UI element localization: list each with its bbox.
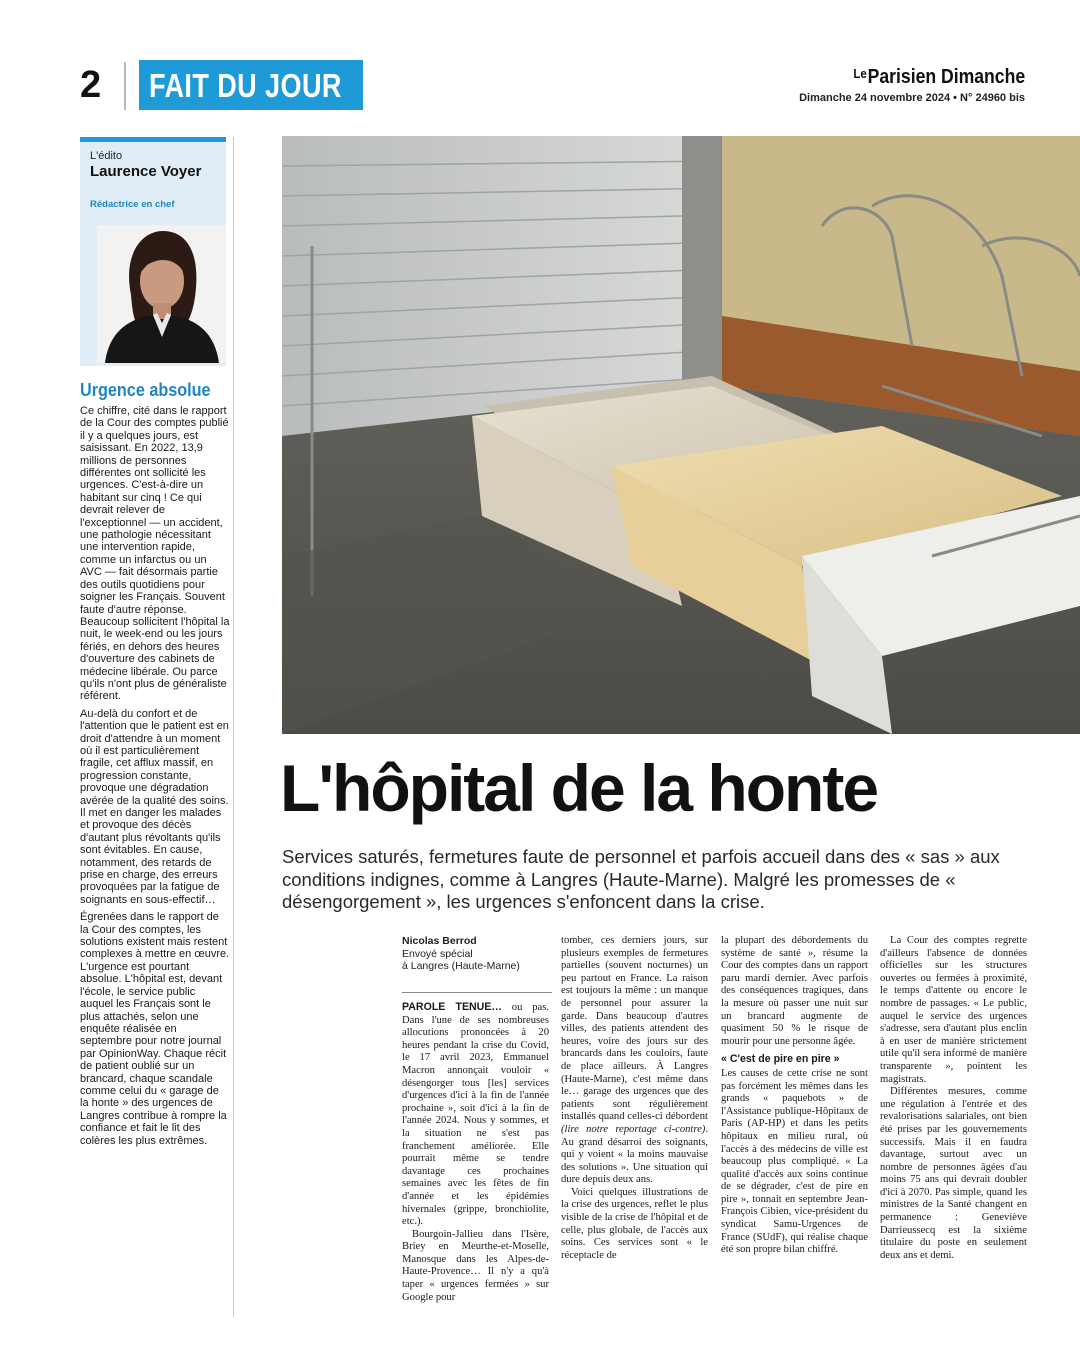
- byline-location: à Langres (Haute-Marne): [402, 960, 520, 972]
- issue-date: Dimanche 24 novembre 2024 • N° 24960 bis: [799, 92, 1025, 104]
- edito-author: Laurence Voyer: [90, 163, 202, 180]
- header-divider: [124, 62, 126, 110]
- rubric-banner: [139, 60, 363, 110]
- article-deck: Services saturés, fermetures faute de personnel et parfois accueil dans des « sas » aux conditions indignes, comme à Langres (Haute-Marne). Malgré les promesses de « désengorgement », les urgences s'enfoncent dans la crise.: [282, 846, 1000, 912]
- paragraph-text: ou pas. Dans l'une de ses nombreuses allocutions prononcées à 20 heures pendant la crise du Covid, le 17 avril 2023, Emmanuel Macron annonçait vouloir « désengorger tous [les] services d'urgences d'ici à la fin de l'année prochaine », soit d'ici à la fin de l'année 2024. Nous y sommes, et la situation ne s'est pas franchement améliorée. Elle pourrait même se tendre davantage ces prochaines semaines avec les fêtes de fin d'année et les épidémies hivernales (grippe, bronchiolite, etc.).: [402, 1002, 549, 1228]
- article-paragraph: [561, 935, 708, 1187]
- edito-body: [80, 405, 230, 1152]
- article-paragraph: Voici quelques illustrations de la crise des urgences, reflet le plus visible de la crise de l'hôpital et de celle, plus globale, de l'accès aux soins. Ces services sont « le réceptacle de: [561, 1186, 708, 1261]
- edito-paragraph: Au-delà du confort et de l'attention que le patient est en droit d'attendre à un moment où il est particulièrement fragile, cet afflux massif, en progression constante, provoque une dégradation avérée de la qualité des soins. Il met en danger les malades et provoque des décès d'autant plus révoltants qu'ils sont évitables. En cause, notamment, des retards de prise en charge, des erreurs provoquées par la fatigue de soignants en sous-effectif…: [80, 707, 229, 906]
- edito-title: Urgence absolue: [80, 380, 211, 400]
- edito-paragraph: Égrenées dans le rapport de la Cour des comptes, les solutions existent mais restent complexes à mettre en œuvre. L'urgence est pourtant absolue. L'hôpital est, devant l'école, le service public auquel les Français sont le plus attachés, selon une enquête réalisée en septembre pour notre journal par OpinionWay. Chaque récit de patient oublié sur un brancard, chaque scandale comme celui du « garage de la honte » des urgences de Langres contribue à rompre la confiance et fait le lit des colères les plus extrêmes.: [80, 911, 230, 1147]
- article-column-1: [402, 1001, 549, 1304]
- portrait-photo: [97, 225, 226, 363]
- page-number: 2: [80, 64, 102, 106]
- article-paragraph: la plupart des débordements du système de santé », résume la Cour des comptes dans un rapport paru mardi dernier. Avec parfois des conséquences tragiques, dans la mesure où passer une nuit sur un brancard augmente de quasiment 50 % le risque de mourir pour une personne âgée.: [721, 935, 868, 1047]
- article-subhead: « C'est de pire en pire »: [721, 1053, 840, 1066]
- column-divider: [233, 137, 234, 1317]
- article-paragraph: Les causes de cette crise ne sont pas forcément les mêmes dans les grands « paquebots » de l'Assistance publique-Hôpitaux de Paris (AP-HP) et dans les petits hôpitaux en milieu rural, où l'accès à des médecins de ville est beaucoup plus compliqué. « La qualité d'accès aux soins continue de se dégrader, c'est de pire en pire », tonnait en septembre Jean-François Cibien, vice-président du syndicat Samu-Urgences de France (SUdF), qui réalise chaque été son propre bilan chiffré.: [721, 1067, 868, 1256]
- article-column-4: [880, 935, 1027, 1262]
- byline-divider: [402, 992, 552, 993]
- paragraph-text: . Au grand désarroi des soignants, qui y voient « la moins mauvaise des solutions ». Une situation qui dure depuis deux ans.: [561, 1123, 708, 1186]
- article-column-3: [721, 935, 868, 1257]
- cross-reference: (lire notre reportage ci-contre): [561, 1123, 706, 1135]
- edito-label: L'édito: [90, 150, 123, 162]
- logo-name: Parisien Dimanche: [867, 66, 1025, 88]
- lead-in: PAROLE TENUE…: [402, 1001, 502, 1013]
- rubric-label: FAIT DU JOUR: [149, 67, 342, 104]
- hospital-beds-illustration: [282, 136, 1080, 734]
- article-column-2: [561, 935, 708, 1262]
- logo-prefix: Le: [853, 66, 867, 81]
- hospital-beds-photo: [282, 136, 1080, 734]
- newspaper-logo: [853, 66, 1025, 89]
- paragraph-text: tomber, ces derniers jours, sur plusieurs exemples de fermetures partielles (souvent nocturnes) un peu partout en France. La raison est toujours la même : un manque de personnel pour assurer la garde. Dans beaucoup d'autres villes, des patients attendent des heures, voire des jours sur des brancards dans les couloirs, faute de place ailleurs. À Langres (Haute-Marne), c'est même dans le… garage des urgences que des patients sont régulièrement installés quand celles-ci débordent: [561, 935, 708, 1123]
- article-paragraph: [402, 1001, 549, 1229]
- article-headline: L'hôpital de la honte: [280, 751, 878, 825]
- edito-paragraph: Ce chiffre, cité dans le rapport de la Cour des comptes publié il y a quelques jours, est saisissant. En 2022, 13,9 millions de personnes différentes ont sollicité les urgences. C'est-à-dire un habitant sur cinq ! Ce qui devrait relever de l'exceptionnel — un accident, une pathologie nécessitant une intervention rapide, comme un infarctus ou un AVC — fait désormais partie des outils quotidiens pour soigner les Français. Souvent faute d'autre réponse. Beaucoup sollicitent l'hôpital la nuit, le week-end ou les jours fériés, en dehors des heures d'ouverture des cabinets de médecine libérale. Ou parce qu'ils n'ont plus de généraliste référent.: [80, 405, 230, 703]
- article-paragraph: La Cour des comptes regrette d'ailleurs l'absence de données officielles sur les structures ouvertes ou fermées à proximité, le temps d'attente ou encore le nombre de passages. « Le public, auquel le service des urgences s'adresse, sera d'autant plus enclin à en user de manière strictement utile qu'il sera informé de manière transparente », pointent les magistrats.: [880, 935, 1027, 1085]
- article-byline: [402, 935, 552, 973]
- edito-author-role: Rédactrice en chef: [90, 199, 175, 210]
- author-portrait: [97, 225, 226, 363]
- byline-role: Envoyé spécial: [402, 947, 473, 960]
- byline-name: Nicolas Berrod: [402, 935, 477, 947]
- article-paragraph: Différentes mesures, comme une régulation à l'entrée et des revalorisations salariales, ont bien été prises par les gouvernements successifs. Mais il en faudra davantage, surtout avec un nombre de personnes âgées d'au moins 75 ans qui devrait doubler d'ici à 2070. Pas simple, quand les ministres de la Santé changent en permanence : Geneviève Darrieussecq est la sixième titulaire du poste en seulement deux ans et demi.: [880, 1086, 1027, 1261]
- article-paragraph: Bourgoin-Jallieu dans l'Isère, Briey en Meurthe-et-Moselle, Manosque dans les Alpes-de-Haute-Provence… Il n'y a qu'à taper « urgences fermées » sur Google pour: [402, 1228, 549, 1303]
